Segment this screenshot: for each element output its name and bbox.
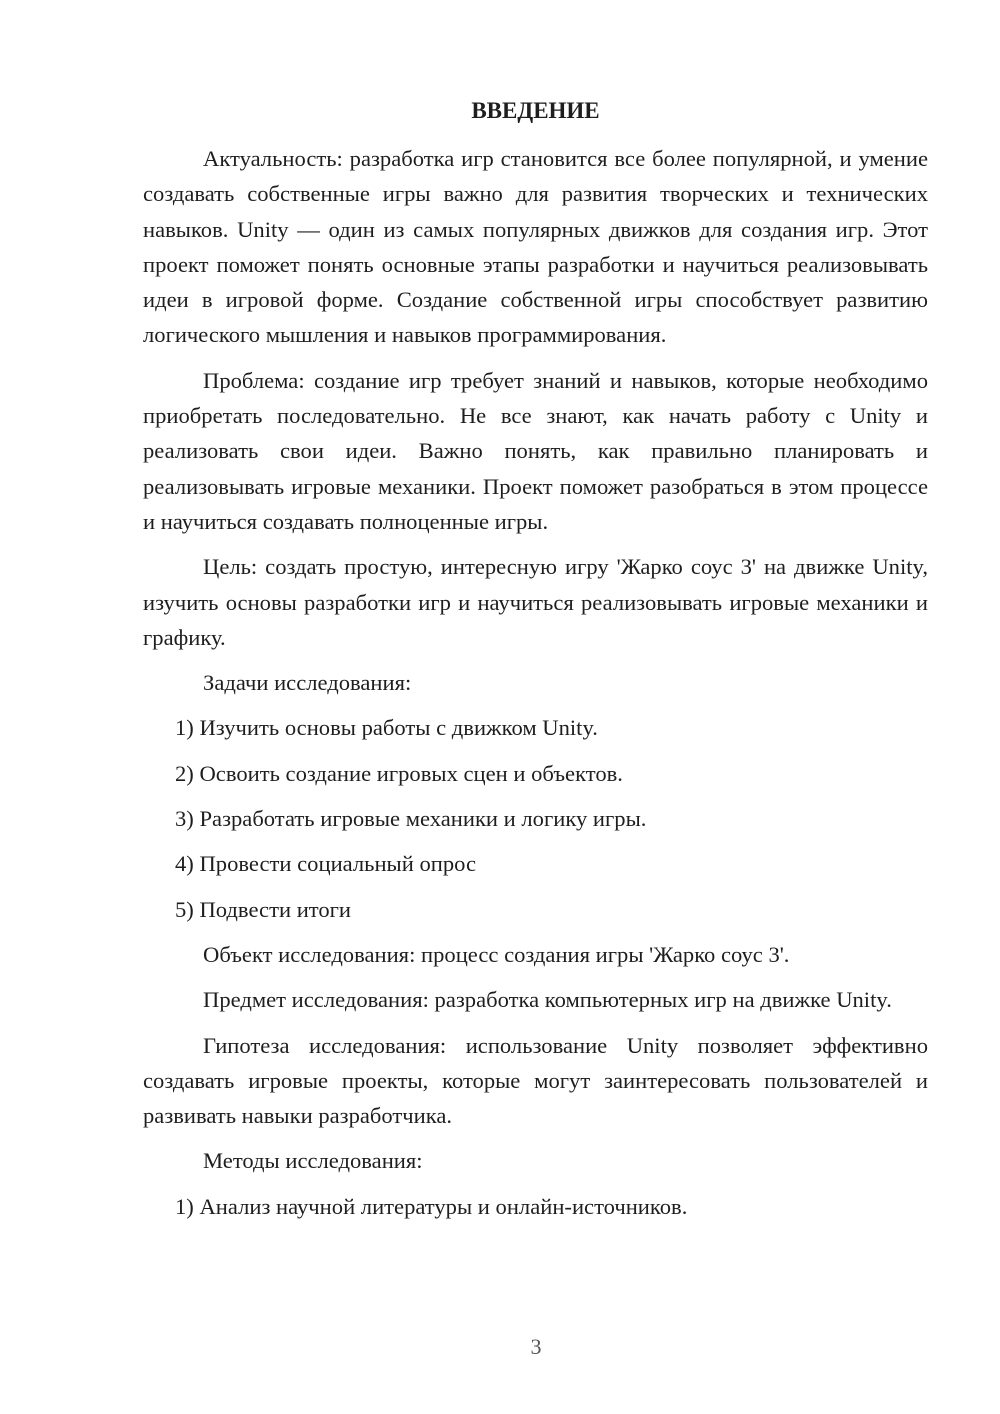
page-number: 3 — [530, 1334, 542, 1359]
task-item: 2) Освоить создание игровых сцен и объектов. — [175, 760, 623, 786]
section-heading: ВВЕДЕНИЕ — [471, 98, 600, 123]
tasks-title: Задачи исследования: — [203, 670, 412, 696]
task-item: 1) Изучить основы работы с движком Unity. — [175, 715, 598, 741]
object-paragraph: Объект исследования: процесс создания игры 'Жарко соус 3'. — [203, 941, 790, 967]
hypothesis-paragraph: Гипотеза исследования: использование Unity позволяет эффективно создавать игровые проекты, которые могут заинтересовать пользователей и развивать навыки разработчика. — [143, 1032, 928, 1129]
method-item: 1) Анализ научной литературы и онлайн-источников. — [175, 1193, 688, 1219]
task-item: 3) Разработать игровые механики и логику игры. — [175, 806, 647, 832]
methods-title: Методы исследования: — [203, 1148, 423, 1174]
goal-paragraph: Цель: создать простую, интересную игру 'Жарко соус 3' на движке Unity, изучить основы разработки игр и научиться реализовывать игровые механики и графику. — [143, 554, 928, 650]
subject-paragraph: Предмет исследования: разработка компьютерных игр на движке Unity. — [203, 987, 892, 1013]
problem-paragraph: Проблема: создание игр требует знаний и навыков, которые необходимо приобретать последовательно. Не все знают, как начать работу с Unity и реализовать свои идеи. Важно понять, как правильно планировать и реализовывать игровые механики. Проект поможет разобраться в этом процессе и научиться создавать полноценные игры. — [143, 367, 928, 534]
task-item: 4) Провести социальный опрос — [175, 851, 477, 877]
task-item: 5) Подвести итоги — [175, 896, 352, 922]
document-body — [143, 141, 928, 1234]
relevance-paragraph: Актуальность: разработка игр становится все более популярной, и умение создавать собственные игры важно для развития творческих и технических навыков. Unity — один из самых популярных движков для создания игр. Этот проект поможет понять основные этапы разработки и научиться реализовывать идеи в игровой форме. Создание собственной игры способствует развитию логического мышления и навыков программирования. — [143, 146, 928, 348]
